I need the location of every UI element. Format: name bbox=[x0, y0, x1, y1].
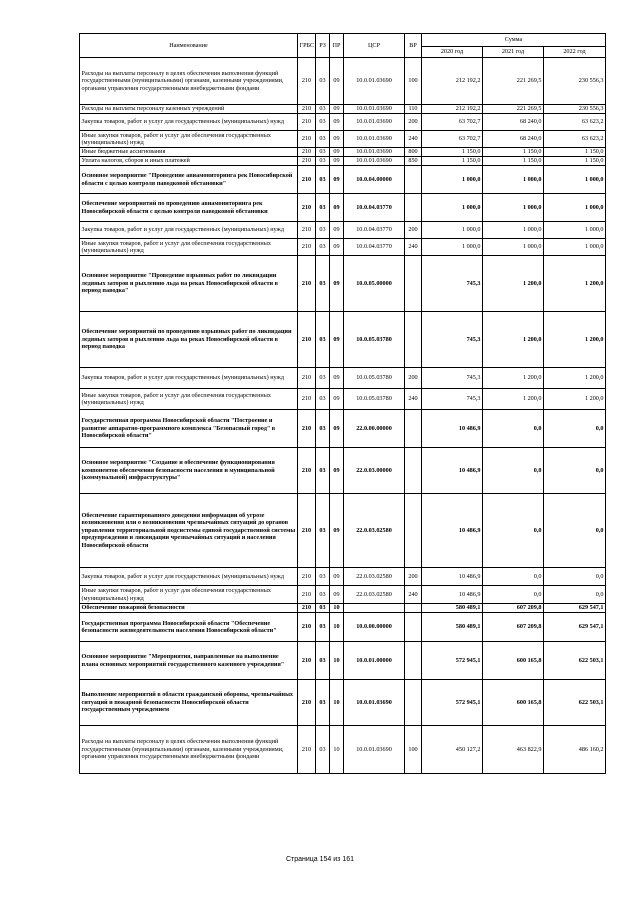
table-cell-2020: 580 489,1 bbox=[422, 604, 483, 613]
table-cell-2022: 486 160,2 bbox=[544, 726, 606, 774]
table-cell-2021: 0,0 bbox=[483, 448, 544, 494]
table-cell-vr bbox=[405, 604, 422, 613]
table-cell-vr: 850 bbox=[405, 157, 422, 166]
table-cell-pr: 09 bbox=[330, 157, 344, 166]
table-cell-csr: 10.0.04.03770 bbox=[344, 194, 405, 222]
table-cell-grbs: 210 bbox=[298, 389, 316, 410]
table-cell-rz: 03 bbox=[316, 604, 330, 613]
header-sum: Сумма bbox=[422, 34, 606, 47]
table-cell-2020: 450 127,2 bbox=[422, 726, 483, 774]
table-cell-2022: 0,0 bbox=[544, 448, 606, 494]
table-cell-2020: 1 000,0 bbox=[422, 166, 483, 194]
table-cell-pr: 10 bbox=[330, 613, 344, 642]
table-cell-name: Расходы на выплаты персоналу казенных учреждений bbox=[80, 105, 298, 114]
table-cell-name: Выполнение мероприятий в области гражданской обороны, чрезвычайных ситуаций и пожарной безопасности Новосибирской области государственным учреждением bbox=[80, 680, 298, 726]
table-cell-rz: 03 bbox=[316, 166, 330, 194]
table-cell-2022: 1 200,0 bbox=[544, 312, 606, 368]
table-cell-csr: 10.0.05.03780 bbox=[344, 312, 405, 368]
table-cell-pr: 09 bbox=[330, 494, 344, 568]
table-cell-grbs: 210 bbox=[298, 222, 316, 239]
budget-table-page bbox=[79, 33, 605, 774]
table-cell-2021: 221 269,5 bbox=[483, 58, 544, 105]
table-cell-csr: 22.0.03.02580 bbox=[344, 586, 405, 604]
table-cell-name: Закупка товаров, работ и услуг для государственных (муниципальных) нужд bbox=[80, 368, 298, 389]
table-cell-2021: 1 200,0 bbox=[483, 312, 544, 368]
table-cell-2020: 745,3 bbox=[422, 312, 483, 368]
table-cell-2020: 745,3 bbox=[422, 256, 483, 312]
header-year-2022: 2022 год bbox=[544, 47, 606, 58]
table-cell-vr: 100 bbox=[405, 726, 422, 774]
table-row bbox=[80, 604, 606, 613]
table-row bbox=[80, 131, 606, 148]
table-cell-2020: 745,3 bbox=[422, 389, 483, 410]
table-cell-rz: 03 bbox=[316, 680, 330, 726]
table-cell-name: Основное мероприятие "Мероприятия, направленные на выполнение плана основных мероприятий государственного казенного учреждения" bbox=[80, 642, 298, 680]
table-cell-2020: 10 486,9 bbox=[422, 448, 483, 494]
table-row bbox=[80, 586, 606, 604]
table-cell-2022: 63 623,2 bbox=[544, 114, 606, 131]
table-cell-vr: 200 bbox=[405, 568, 422, 586]
table-cell-pr: 09 bbox=[330, 105, 344, 114]
table-cell-pr: 09 bbox=[330, 148, 344, 157]
table-cell-2022: 1 200,0 bbox=[544, 256, 606, 312]
table-row bbox=[80, 494, 606, 568]
table-cell-rz: 03 bbox=[316, 568, 330, 586]
table-cell-name: Основное мероприятие "Проведение взрывных работ по ликвидации ледяных заторов и рыхлению льда на реках Новосибирской области в период паводка" bbox=[80, 256, 298, 312]
table-cell-pr: 09 bbox=[330, 114, 344, 131]
table-cell-2022: 622 503,1 bbox=[544, 642, 606, 680]
table-cell-2020: 212 192,2 bbox=[422, 105, 483, 114]
table-row bbox=[80, 368, 606, 389]
table-cell-csr: 22.0.03.02580 bbox=[344, 568, 405, 586]
table-cell-grbs: 210 bbox=[298, 194, 316, 222]
table-cell-vr: 240 bbox=[405, 131, 422, 148]
table-cell-grbs: 210 bbox=[298, 58, 316, 105]
table-cell-name: Иные закупки товаров, работ и услуг для обеспечения государственных (муниципальных) нужд bbox=[80, 239, 298, 256]
table-cell-vr: 240 bbox=[405, 239, 422, 256]
table-row bbox=[80, 448, 606, 494]
budget-table bbox=[79, 33, 606, 774]
table-cell-name: Обеспечение пожарной безопасности bbox=[80, 604, 298, 613]
table-row bbox=[80, 726, 606, 774]
table-row bbox=[80, 680, 606, 726]
table-cell-2022: 629 547,1 bbox=[544, 604, 606, 613]
table-cell-2022: 0,0 bbox=[544, 568, 606, 586]
header-year-2021: 2021 год bbox=[483, 47, 544, 58]
table-cell-grbs: 210 bbox=[298, 586, 316, 604]
table-cell-rz: 03 bbox=[316, 410, 330, 448]
table-cell-rz: 03 bbox=[316, 613, 330, 642]
header-csr: ЦСР bbox=[344, 34, 405, 58]
table-row bbox=[80, 114, 606, 131]
table-cell-2021: 607 209,8 bbox=[483, 604, 544, 613]
table-cell-name: Государственная программа Новосибирской области "Обеспечение безопасности жизнедеятельности населения Новосибирской области" bbox=[80, 613, 298, 642]
table-cell-2021: 0,0 bbox=[483, 410, 544, 448]
table-cell-2022: 1 000,0 bbox=[544, 194, 606, 222]
table-cell-rz: 03 bbox=[316, 239, 330, 256]
table-cell-2021: 1 150,0 bbox=[483, 157, 544, 166]
table-cell-grbs: 210 bbox=[298, 368, 316, 389]
table-cell-rz: 03 bbox=[316, 642, 330, 680]
table-cell-rz: 03 bbox=[316, 114, 330, 131]
table-cell-2020: 572 945,1 bbox=[422, 642, 483, 680]
table-row bbox=[80, 642, 606, 680]
table-cell-2022: 0,0 bbox=[544, 494, 606, 568]
table-cell-rz: 03 bbox=[316, 389, 330, 410]
table-cell-pr: 09 bbox=[330, 256, 344, 312]
table-cell-grbs: 210 bbox=[298, 410, 316, 448]
table-cell-grbs: 210 bbox=[298, 256, 316, 312]
table-cell-csr: 10.0.04.00000 bbox=[344, 166, 405, 194]
table-cell-csr: 10.0.01.03690 bbox=[344, 131, 405, 148]
table-cell-2020: 63 702,7 bbox=[422, 114, 483, 131]
table-cell-name: Иные закупки товаров, работ и услуг для обеспечения государственных (муниципальных) нужд bbox=[80, 586, 298, 604]
table-cell-2022: 1 000,0 bbox=[544, 222, 606, 239]
table-row bbox=[80, 410, 606, 448]
table-cell-2020: 63 702,7 bbox=[422, 131, 483, 148]
table-row bbox=[80, 58, 606, 105]
table-cell-rz: 03 bbox=[316, 58, 330, 105]
table-cell-pr: 09 bbox=[330, 194, 344, 222]
table-cell-grbs: 210 bbox=[298, 642, 316, 680]
table-cell-pr: 10 bbox=[330, 680, 344, 726]
table-row bbox=[80, 312, 606, 368]
table-row bbox=[80, 194, 606, 222]
table-cell-2020: 10 486,9 bbox=[422, 494, 483, 568]
table-cell-pr: 09 bbox=[330, 586, 344, 604]
table-cell-vr bbox=[405, 448, 422, 494]
table-cell-csr: 10.0.04.03770 bbox=[344, 222, 405, 239]
table-cell-rz: 03 bbox=[316, 105, 330, 114]
table-cell-vr bbox=[405, 613, 422, 642]
table-cell-2020: 1 000,0 bbox=[422, 222, 483, 239]
table-cell-csr: 10.0.01.03690 bbox=[344, 58, 405, 105]
table-row bbox=[80, 568, 606, 586]
table-cell-vr: 110 bbox=[405, 105, 422, 114]
table-cell-vr bbox=[405, 494, 422, 568]
header-name: Наименование bbox=[80, 34, 298, 58]
table-cell-rz: 03 bbox=[316, 368, 330, 389]
table-cell-pr: 10 bbox=[330, 642, 344, 680]
table-cell-csr: 10.0.00.00000 bbox=[344, 613, 405, 642]
table-cell-name: Основное мероприятие "Проведение авиамониторинга рек Новосибирской области с целью контроля паводковой обстановки" bbox=[80, 166, 298, 194]
table-cell-2022: 1 150,0 bbox=[544, 157, 606, 166]
table-cell-pr: 09 bbox=[330, 239, 344, 256]
table-cell-grbs: 210 bbox=[298, 726, 316, 774]
table-cell-2020: 580 489,1 bbox=[422, 613, 483, 642]
table-cell-grbs: 210 bbox=[298, 239, 316, 256]
table-cell-2021: 1 200,0 bbox=[483, 389, 544, 410]
table-cell-grbs: 210 bbox=[298, 131, 316, 148]
table-cell-2020: 10 486,9 bbox=[422, 568, 483, 586]
table-cell-rz: 03 bbox=[316, 312, 330, 368]
table-cell-vr: 800 bbox=[405, 148, 422, 157]
table-row bbox=[80, 239, 606, 256]
table-cell-2021: 607 209,8 bbox=[483, 613, 544, 642]
table-cell-csr: 10.0.01.03690 bbox=[344, 680, 405, 726]
table-cell-2020: 212 192,2 bbox=[422, 58, 483, 105]
table-cell-2020: 1 000,0 bbox=[422, 194, 483, 222]
table-cell-2020: 10 486,9 bbox=[422, 410, 483, 448]
table-cell-grbs: 210 bbox=[298, 166, 316, 194]
table-cell-vr bbox=[405, 680, 422, 726]
table-cell-name: Обеспечение мероприятий по проведению взрывных работ по ликвидации ледяных заторов и рыхлению льда на реках Новосибирской области в период паводка bbox=[80, 312, 298, 368]
table-cell-2020: 10 486,9 bbox=[422, 586, 483, 604]
table-row bbox=[80, 222, 606, 239]
table-cell-vr: 100 bbox=[405, 58, 422, 105]
table-cell-2021: 0,0 bbox=[483, 494, 544, 568]
table-cell-pr: 10 bbox=[330, 726, 344, 774]
table-cell-name: Закупка товаров, работ и услуг для государственных (муниципальных) нужд bbox=[80, 222, 298, 239]
table-cell-csr: 10.0.05.00000 bbox=[344, 256, 405, 312]
table-cell-2020: 572 945,1 bbox=[422, 680, 483, 726]
table-cell-2021: 1 200,0 bbox=[483, 256, 544, 312]
table-cell-vr bbox=[405, 166, 422, 194]
table-cell-csr: 10.0.01.03690 bbox=[344, 114, 405, 131]
table-cell-2021: 1 000,0 bbox=[483, 239, 544, 256]
table-cell-csr: 10.0.01.03690 bbox=[344, 105, 405, 114]
table-cell-pr: 09 bbox=[330, 166, 344, 194]
table-cell-csr: 22.0.00.00000 bbox=[344, 410, 405, 448]
table-cell-grbs: 210 bbox=[298, 312, 316, 368]
header-pr: ПР bbox=[330, 34, 344, 58]
table-cell-vr: 200 bbox=[405, 368, 422, 389]
table-cell-2021: 1 000,0 bbox=[483, 222, 544, 239]
table-cell-2022: 0,0 bbox=[544, 410, 606, 448]
table-cell-csr: 22.0.03.02580 bbox=[344, 494, 405, 568]
table-cell-name: Уплата налогов, сборов и иных платежей bbox=[80, 157, 298, 166]
table-cell-2021: 1 000,0 bbox=[483, 166, 544, 194]
table-cell-grbs: 210 bbox=[298, 448, 316, 494]
table-cell-2020: 1 150,0 bbox=[422, 157, 483, 166]
table-cell-pr: 09 bbox=[330, 222, 344, 239]
table-cell-vr: 240 bbox=[405, 389, 422, 410]
table-cell-grbs: 210 bbox=[298, 157, 316, 166]
table-cell-name: Основное мероприятие "Создание и обеспечение функционирования компонентов обеспечения безопасности населения и муниципальной (коммунальной) инфраструктуры" bbox=[80, 448, 298, 494]
table-cell-2021: 463 822,9 bbox=[483, 726, 544, 774]
table-cell-grbs: 210 bbox=[298, 613, 316, 642]
table-cell-name: Закупка товаров, работ и услуг для государственных (муниципальных) нужд bbox=[80, 568, 298, 586]
table-cell-name: Обеспечение мероприятий по проведению авиамониторинга рек Новосибирской области с целью контроля паводковой обстановки bbox=[80, 194, 298, 222]
table-cell-rz: 03 bbox=[316, 148, 330, 157]
table-cell-name: Обеспечение гарантированного доведения информации об угрозе возникновения или о возникновении чрезвычайных ситуаций до органов управления территориальной подсистемы единой государственной системы предупреждения и ликвидации чрезвычайных ситуаций и населения Новосибирской области bbox=[80, 494, 298, 568]
table-cell-2021: 0,0 bbox=[483, 568, 544, 586]
table-cell-name: Иные закупки товаров, работ и услуг для обеспечения государственных (муниципальных) нужд bbox=[80, 389, 298, 410]
table-cell-csr: 10.0.01.03690 bbox=[344, 726, 405, 774]
table-cell-rz: 03 bbox=[316, 256, 330, 312]
table-cell-pr: 10 bbox=[330, 604, 344, 613]
header-rz: РЗ bbox=[316, 34, 330, 58]
table-cell-name: Закупка товаров, работ и услуг для государственных (муниципальных) нужд bbox=[80, 114, 298, 131]
table-cell-2021: 600 165,8 bbox=[483, 680, 544, 726]
table-row bbox=[80, 105, 606, 114]
header-vr: ВР bbox=[405, 34, 422, 58]
table-cell-pr: 09 bbox=[330, 368, 344, 389]
table-cell-csr: 10.0.05.03780 bbox=[344, 389, 405, 410]
table-cell-name: Расходы на выплаты персоналу в целях обеспечения выполнения функций государственными (муниципальными) органами, казенными учреждениями, органами управления государственными внебюджетными фондами bbox=[80, 726, 298, 774]
table-cell-vr bbox=[405, 642, 422, 680]
table-cell-grbs: 210 bbox=[298, 604, 316, 613]
table-cell-2020: 1 150,0 bbox=[422, 148, 483, 157]
table-row bbox=[80, 256, 606, 312]
table-cell-rz: 03 bbox=[316, 157, 330, 166]
table-cell-2021: 1 200,0 bbox=[483, 368, 544, 389]
table-cell-vr bbox=[405, 410, 422, 448]
table-body bbox=[80, 58, 606, 774]
table-cell-pr: 09 bbox=[330, 312, 344, 368]
table-cell-2022: 63 623,2 bbox=[544, 131, 606, 148]
table-cell-pr: 09 bbox=[330, 58, 344, 105]
table-cell-csr: 10.0.01.03690 bbox=[344, 148, 405, 157]
table-cell-rz: 03 bbox=[316, 726, 330, 774]
table-cell-2022: 1 150,0 bbox=[544, 148, 606, 157]
header-grbs: ГРБС bbox=[298, 34, 316, 58]
table-cell-csr: 10.0.01.00000 bbox=[344, 642, 405, 680]
table-cell-rz: 03 bbox=[316, 494, 330, 568]
table-cell-csr: 10.0.05.03780 bbox=[344, 368, 405, 389]
table-cell-grbs: 210 bbox=[298, 114, 316, 131]
table-cell-csr: 22.0.03.00000 bbox=[344, 448, 405, 494]
table-cell-name: Иные закупки товаров, работ и услуг для обеспечения государственных (муниципальных) нужд bbox=[80, 131, 298, 148]
table-cell-vr: 240 bbox=[405, 586, 422, 604]
table-cell-2022: 622 503,1 bbox=[544, 680, 606, 726]
table-cell-2020: 1 000,0 bbox=[422, 239, 483, 256]
table-cell-vr: 200 bbox=[405, 222, 422, 239]
table-cell-rz: 03 bbox=[316, 194, 330, 222]
table-cell-csr: 10.0.01.03690 bbox=[344, 157, 405, 166]
table-cell-2020: 745,3 bbox=[422, 368, 483, 389]
table-cell-2022: 230 556,3 bbox=[544, 58, 606, 105]
table-cell-rz: 03 bbox=[316, 448, 330, 494]
table-cell-rz: 03 bbox=[316, 222, 330, 239]
table-cell-2022: 1 200,0 bbox=[544, 389, 606, 410]
table-cell-2022: 1 000,0 bbox=[544, 166, 606, 194]
table-row bbox=[80, 148, 606, 157]
page-number: Страница 154 из 161 bbox=[285, 856, 355, 863]
table-cell-vr: 200 bbox=[405, 114, 422, 131]
table-cell-vr bbox=[405, 312, 422, 368]
table-cell-grbs: 210 bbox=[298, 148, 316, 157]
table-cell-csr: 10.0.04.03770 bbox=[344, 239, 405, 256]
table-cell-2021: 1 000,0 bbox=[483, 194, 544, 222]
table-cell-2022: 230 556,3 bbox=[544, 105, 606, 114]
table-cell-csr bbox=[344, 604, 405, 613]
table-cell-pr: 09 bbox=[330, 448, 344, 494]
table-cell-vr bbox=[405, 256, 422, 312]
table-cell-pr: 09 bbox=[330, 568, 344, 586]
table-cell-pr: 09 bbox=[330, 389, 344, 410]
table-cell-pr: 09 bbox=[330, 131, 344, 148]
table-cell-name: Иные бюджетные ассигнования bbox=[80, 148, 298, 157]
table-cell-pr: 09 bbox=[330, 410, 344, 448]
table-cell-2022: 1 200,0 bbox=[544, 368, 606, 389]
table-cell-2022: 0,0 bbox=[544, 586, 606, 604]
table-row bbox=[80, 157, 606, 166]
table-cell-2022: 629 547,1 bbox=[544, 613, 606, 642]
table-row bbox=[80, 613, 606, 642]
table-cell-2021: 68 240,0 bbox=[483, 131, 544, 148]
table-cell-grbs: 210 bbox=[298, 105, 316, 114]
table-cell-grbs: 210 bbox=[298, 494, 316, 568]
table-cell-grbs: 210 bbox=[298, 680, 316, 726]
table-row bbox=[80, 389, 606, 410]
table-cell-name: Государственная программа Новосибирской области "Построение и развитие аппаратно-программного комплекса "Безопасный город" в Новосибирской области" bbox=[80, 410, 298, 448]
header-year-2020: 2020 год bbox=[422, 47, 483, 58]
table-cell-2022: 1 000,0 bbox=[544, 239, 606, 256]
table-cell-2021: 600 165,8 bbox=[483, 642, 544, 680]
table-cell-vr bbox=[405, 194, 422, 222]
table-cell-name: Расходы на выплаты персоналу в целях обеспечения выполнения функций государственными (муниципальными) органами, казенными учреждениями, органами управления государственными внебюджетными фондами bbox=[80, 58, 298, 105]
table-row bbox=[80, 166, 606, 194]
table-cell-2021: 0,0 bbox=[483, 586, 544, 604]
table-cell-grbs: 210 bbox=[298, 568, 316, 586]
table-cell-rz: 03 bbox=[316, 131, 330, 148]
table-cell-2021: 221 269,5 bbox=[483, 105, 544, 114]
table-cell-rz: 03 bbox=[316, 586, 330, 604]
table-cell-2021: 1 150,0 bbox=[483, 148, 544, 157]
table-cell-2021: 68 240,0 bbox=[483, 114, 544, 131]
